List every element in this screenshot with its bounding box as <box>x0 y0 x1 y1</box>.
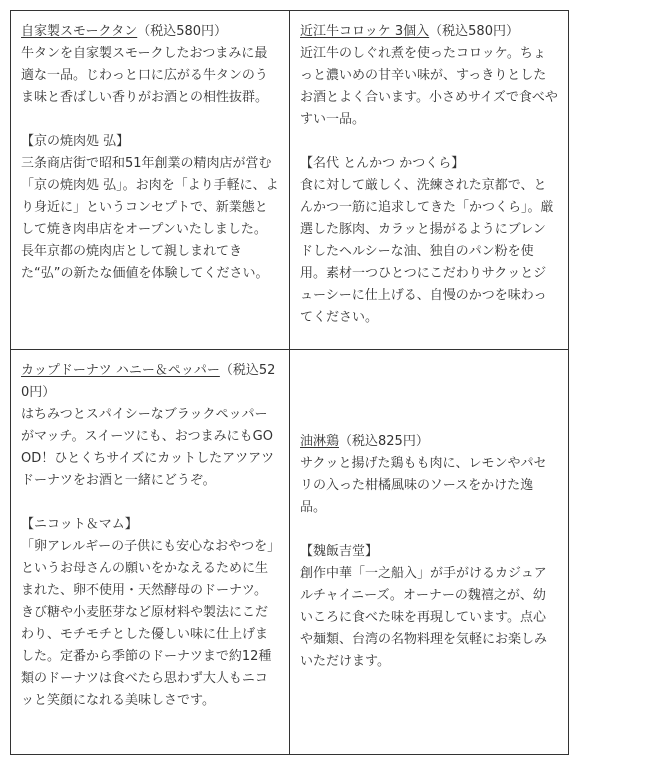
item-name-link[interactable]: 自家製スモークタン <box>21 24 138 39</box>
item-name-link[interactable]: 油淋鶏 <box>300 433 340 449</box>
item-description: 近江牛のしぐれ煮を使ったコロッケ。ちょっと濃いめの甘辛い味が、すっきりとしたお酒とよく合います。小さめサイズで食べやすい一品。 <box>300 46 558 127</box>
item-name-link[interactable]: 近江牛コロッケ 3個入 <box>300 24 430 39</box>
item-description: サクッと揚げた鶏もも肉に、レモンやパセリの入った柑橘風味のソースをかけた逸品。 <box>300 455 547 515</box>
menu-cell-smoked-tongue <box>11 11 290 350</box>
menu-cell-donut <box>11 349 290 754</box>
item-heading <box>300 21 558 43</box>
item-price: （税込520円） <box>21 362 276 400</box>
item-heading <box>21 21 279 43</box>
spacer <box>300 131 558 153</box>
shop-description: 食に対して厳しく、洗練された京都で、とんかつ一筋に追求してきた「かつくら」。厳選した豚肉、カラッと揚がるようにブレンドしたヘルシーな油、独自のパン粉を使用。素材一つひとつにこだわりサクッとジューシーに仕上げる、自慢のかつを味わってください。 <box>300 178 554 325</box>
spacer <box>21 109 279 131</box>
item-description: はちみつとスパイシーなブラックペッパーがマッチ。スイーツにも、おつまみにもGOOD！ひとくちサイズにカットしたアツアツドーナツをお酒と一緒にどうぞ。 <box>21 406 275 488</box>
shop-name: 【名代 とんかつ かつくら】 <box>300 156 465 171</box>
menu-table <box>10 10 569 755</box>
item-description: 牛タンを自家製スモークしたおつまみに最適な一品。じわっと口に広がる牛タンのうま味と香ばしい香りがお酒との相性抜群。 <box>21 46 269 105</box>
item-name-link[interactable]: カップドーナツ ハニー＆ペッパー <box>21 362 220 378</box>
table-row <box>11 11 569 350</box>
shop-description: 三条商店街で昭和51年創業の精肉店が営む「京の焼肉処 弘」。お肉を「より手軽に、より身近に」というコンセプトで、新業態として焼き肉串店をオープンいたしました。長年京都の焼肉店として親しまれてきた“弘”の新たな価値を体験してください。 <box>21 156 279 281</box>
item-price: （税込580円） <box>429 24 519 39</box>
item-price: （税込580円） <box>137 24 228 39</box>
shop-name: 【ニコット＆マム】 <box>21 516 138 532</box>
shop-name: 【京の焼肉処 弘】 <box>21 134 130 149</box>
table-row <box>11 349 569 754</box>
menu-cell-croquette <box>290 11 569 350</box>
spacer <box>300 519 558 541</box>
item-heading <box>300 431 558 453</box>
item-heading <box>21 360 279 404</box>
shop-description: 創作中華「一之船入」が手がけるカジュアルチャイニーズ。オーナーの魏禧之が、幼いころに食べた味を再現しています。点心や麺類、台湾の名物料理を気軽にお楽しみいただけます。 <box>300 565 548 669</box>
item-price: （税込825円） <box>339 433 429 449</box>
shop-description: 「卵アレルギーの子供にも安心なおやつを」というお母さんの願いをかなえるために生まれた、卵不使用・天然酵母のドーナツ。きび糖や小麦胚芽など原材料や製法にこだわり、モチモチとした優しい味に仕上げました。定番から季節のドーナツまで約12種類のドーナツは食べたら思わず大人もニコッと笑顔になれる美味しさです。 <box>21 538 274 708</box>
menu-cell-yurinchi <box>290 349 569 754</box>
spacer <box>21 492 279 514</box>
shop-name: 【魏飯吉堂】 <box>300 543 379 559</box>
